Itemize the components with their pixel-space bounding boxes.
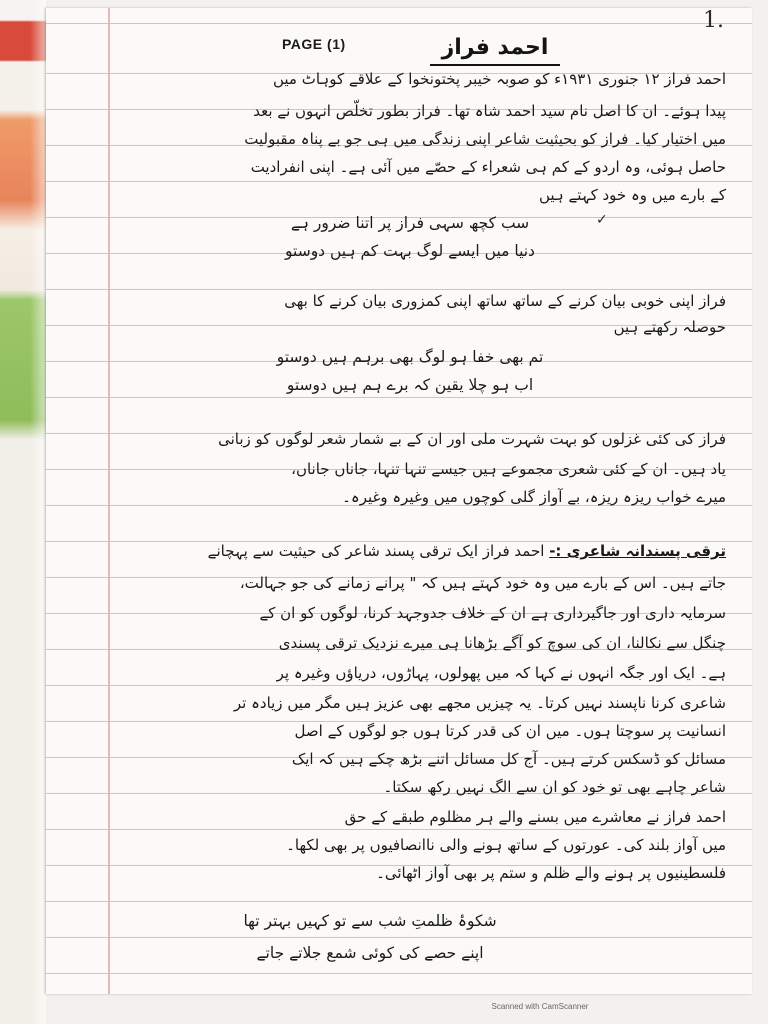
couplet-3-line-2: اپنے حصے کی کوئی شمع جلاتے جاتے	[256, 944, 484, 962]
paragraph-5-line-3: فلسطینیوں پر ہونے والے ظلم و ستم پر بھی آواز اٹھائی۔	[376, 864, 726, 882]
edge-shadow	[30, 0, 46, 1024]
paragraph-1-line-4: حاصل ہوئی، وہ اردو کے کم ہی شعراء کے حصّے میں آئی ہے۔ اپنی انفرادیت	[250, 158, 726, 176]
section-heading-progressive-poetry: ترقی پسندانہ شاعری :-	[549, 542, 726, 560]
paragraph-4-line-8: مسائل کو ڈسکس کرتے ہیں۔ آج کل مسائل اتنے بڑھ چکے ہیں کہ ایک	[291, 750, 726, 768]
paragraph-3-line-3: میرے خواب ریزہ ریزہ، بے آواز گلی کوچوں میں وغیرہ وغیرہ۔	[342, 488, 726, 506]
paragraph-4-line-3: سرمایہ داری اور جاگیرداری ہے ان کے خلاف جدوجہد کرنا، لوگوں کو ان کے	[259, 604, 726, 622]
paragraph-4-line-9: شاعر چاہے بھی تو خود کو ان سے الگ نہیں رکھ سکتا۔	[383, 778, 726, 796]
paragraph-4-line-1-text: احمد فراز ایک ترقی پسند شاعر کی حیثیت سے پہچانے	[207, 542, 545, 560]
paragraph-1-line-2: پیدا ہوئے۔ ان کا اصل نام سید احمد شاہ تھا۔ فراز بطور تخلّص انہوں نے بعد	[253, 102, 726, 120]
paragraph-5-line-1: احمد فراز نے معاشرے میں بسنے والے ہر مظلوم طبقے کے حق	[344, 808, 726, 826]
couplet-2-line-2: اب ہو چلا یقین کہ برے ہم ہیں دوستو	[286, 376, 534, 394]
paragraph-4-line-6: شاعری کرنا ناپسند نہیں کرتا۔ یہ چیزیں مجھے بھی عزیز ہیں مگر میں زیادہ تر	[233, 694, 726, 712]
couplet-1-line-1: سب کچھ سہی فراز پر اتنا ضرور ہے	[290, 214, 530, 232]
page-number-label: PAGE (1)	[282, 36, 346, 52]
couplet-2-line-1: تم بھی خفا ہو لوگ بھی برہم ہیں دوستو	[276, 348, 544, 366]
paragraph-4-line-7: انسانیت پر سوچتا ہوں۔ میں ان کی قدر کرتا ہوں جو لوگوں کے اصل	[294, 722, 726, 740]
paragraph-4-line-2: جاتے ہیں۔ اس کے بارے میں وہ خود کہتے ہیں کہ " پرانے زمانے کی جو جہالت،	[239, 574, 726, 592]
notebook-edge-strip	[0, 0, 46, 1024]
corner-page-mark: 1.	[703, 8, 724, 33]
page-title: احمد فراز	[430, 34, 560, 66]
paragraph-3-line-1: فراز کی کئی غزلوں کو بہت شہرت ملی اور ان کے بے شمار شعر لوگوں کو زبانی	[218, 430, 726, 448]
couplet-3-line-1: شکوۂ ظلمتِ شب سے تو کہیں بہتر تھا	[243, 912, 497, 930]
paragraph-1-line-1: احمد فراز ۱۲ جنوری ۱۹۳۱ء کو صوبہ خیبر پختونخوا کے علاقے کوہاٹ میں	[272, 70, 726, 88]
paragraph-4-line-1	[86, 536, 726, 566]
paragraph-1-line-5: کے بارے میں وہ خود کہتے ہیں	[538, 186, 726, 204]
paragraph-3-line-2: یاد ہیں۔ ان کے کئی شعری مجموعے ہیں جیسے تنہا تنہا، جاناں جاناں،	[291, 460, 726, 478]
paragraph-2-line-2: حوصلہ رکھتے ہیں	[613, 318, 726, 336]
couplet-1-line-2: دنیا میں ایسے لوگ بہت کم ہیں دوستو	[285, 242, 535, 260]
paragraph-1-line-3: میں اختیار کیا۔ فراز کو بحیثیت شاعر اپنی زندگی میں ہی جو بے پناہ مقبولیت	[244, 130, 726, 148]
paragraph-4-line-5: ہے۔ ایک اور جگہ انہوں نے کہا کہ میں پھولوں، پہاڑوں، دریاؤں وغیرہ پر	[276, 664, 726, 682]
paragraph-2-line-1: فراز اپنی خوبی بیان کرنے کے ساتھ ساتھ اپنی کمزوری بیان کرنے کا بھی	[284, 292, 726, 310]
couplet-marker: ✓	[596, 212, 608, 228]
scanner-watermark: Scanned with CamScanner	[491, 1002, 589, 1011]
paragraph-4-line-4: چنگل سے نکالنا، ان کی سوچ کو آگے بڑھانا ہی میرے نزدیک ترقی پسندی	[278, 634, 726, 652]
paragraph-5-line-2: میں آواز بلند کی۔ عورتوں کے ساتھ ہونے والی ناانصافیوں پر بھی لکھا۔	[286, 836, 726, 854]
